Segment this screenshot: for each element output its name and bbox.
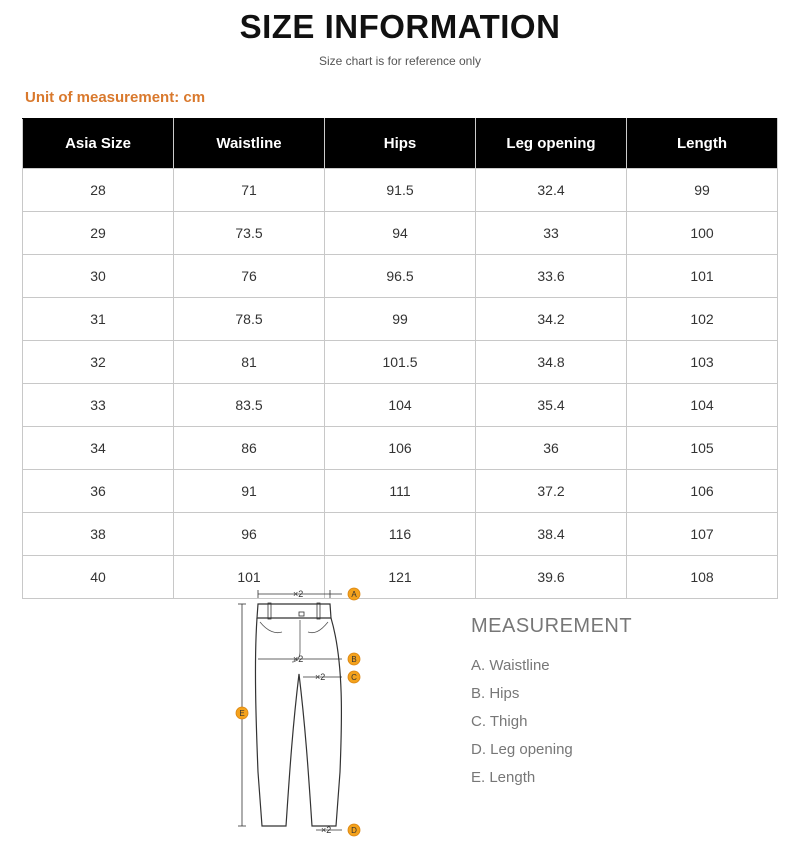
table-cell: 99 (627, 169, 778, 212)
thigh-multiplier: ×2 (315, 672, 326, 682)
table-cell: 106 (325, 427, 476, 470)
table-cell: 101 (627, 255, 778, 298)
table-cell: 99 (325, 298, 476, 341)
unit-label: Unit of measurement: cm (25, 89, 206, 106)
table-cell: 96 (174, 513, 325, 556)
table-cell: 34.2 (476, 298, 627, 341)
table-cell: 37.2 (476, 470, 627, 513)
left-pocket (260, 622, 282, 633)
table-cell: 36 (476, 427, 627, 470)
marker-d-label: D (351, 826, 357, 835)
table-row (23, 470, 778, 513)
table-cell: 78.5 (174, 298, 325, 341)
table-cell: 39.6 (476, 556, 627, 599)
table-cell: 107 (627, 513, 778, 556)
table-cell: 111 (325, 470, 476, 513)
leg-opening-multiplier: ×2 (321, 825, 332, 835)
table-cell: 108 (627, 556, 778, 599)
table-row (23, 556, 778, 599)
table-cell: 100 (627, 212, 778, 255)
table-header-row (23, 119, 778, 169)
table-cell: 34 (23, 427, 174, 470)
table-cell: 32.4 (476, 169, 627, 212)
measurement-title: MEASUREMENT (471, 615, 633, 637)
measurement-item: A. Waistline (471, 657, 550, 674)
table-cell: 121 (325, 556, 476, 599)
table-cell: 35.4 (476, 384, 627, 427)
table-cell: 81 (174, 341, 325, 384)
page-subtitle: Size chart is for reference only (318, 54, 482, 68)
page-title: SIZE INFORMATION (239, 8, 561, 45)
belt-loop-icon (317, 603, 320, 619)
table-cell: 38 (23, 513, 174, 556)
table-cell: 33 (23, 384, 174, 427)
table-row (23, 255, 778, 298)
button-icon (299, 612, 304, 616)
table-cell: 29 (23, 212, 174, 255)
column-header: Waistline (174, 119, 325, 169)
table-cell: 31 (23, 298, 174, 341)
column-header: Length (627, 119, 778, 169)
table-body (23, 169, 778, 599)
right-pocket (308, 622, 328, 633)
table-cell: 34.8 (476, 341, 627, 384)
table-cell: 91 (174, 470, 325, 513)
table-cell: 101.5 (325, 341, 476, 384)
table-cell: 104 (627, 384, 778, 427)
marker-e-label: E (239, 709, 245, 718)
table-row (23, 298, 778, 341)
table-cell: 73.5 (174, 212, 325, 255)
measurement-item: E. Length (471, 769, 536, 786)
belt-loop-icon (268, 603, 271, 619)
table-cell: 106 (627, 470, 778, 513)
table-cell: 104 (325, 384, 476, 427)
column-header: Leg opening (476, 119, 627, 169)
table-cell: 91.5 (325, 169, 476, 212)
table-cell: 76 (174, 255, 325, 298)
marker-b-label: B (351, 655, 357, 664)
table-cell: 94 (325, 212, 476, 255)
waist-multiplier: ×2 (293, 589, 304, 599)
table-row (23, 341, 778, 384)
table-cell: 38.4 (476, 513, 627, 556)
marker-c-label: C (351, 673, 357, 682)
table-cell: 30 (23, 255, 174, 298)
table-row (23, 212, 778, 255)
pants-outline (255, 618, 341, 826)
table-cell: 33 (476, 212, 627, 255)
column-header: Hips (325, 119, 476, 169)
table-row (23, 427, 778, 470)
table-cell: 83.5 (174, 384, 325, 427)
table-cell: 103 (627, 341, 778, 384)
table-cell: 33.6 (476, 255, 627, 298)
column-header: Asia Size (23, 119, 174, 169)
table-cell: 102 (627, 298, 778, 341)
table-cell: 105 (627, 427, 778, 470)
table-cell: 116 (325, 513, 476, 556)
table-cell: 28 (23, 169, 174, 212)
measurement-list (471, 655, 573, 795)
table-row (23, 513, 778, 556)
pants-diagram (220, 582, 380, 844)
marker-a-label: A (351, 590, 357, 599)
table-cell: 96.5 (325, 255, 476, 298)
table-cell: 71 (174, 169, 325, 212)
measurement-item: B. Hips (471, 685, 520, 702)
table-cell: 101 (174, 556, 325, 599)
size-table (22, 118, 778, 599)
hips-multiplier: ×2 (293, 654, 304, 664)
table-cell: 86 (174, 427, 325, 470)
table-row (23, 169, 778, 212)
table-row (23, 384, 778, 427)
measurement-item: D. Leg opening (471, 741, 573, 758)
measurement-item: C. Thigh (471, 713, 528, 730)
table-cell: 40 (23, 556, 174, 599)
table-cell: 36 (23, 470, 174, 513)
table-cell: 32 (23, 341, 174, 384)
